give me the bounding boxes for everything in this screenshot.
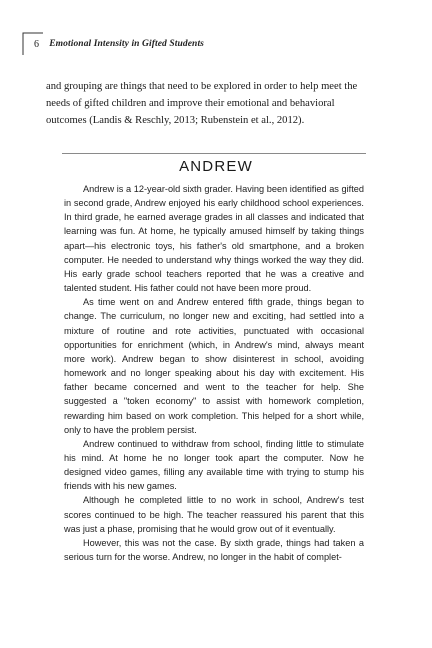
body-paragraph: Andrew is a 12-year-old sixth grader. Having been identified as gifted in second grade, Andrew enjoyed his early childhood school experiences. In third grade, he earned average grades in all classes and indicated that learning was fun. At home, he typically amused himself by taking things apart—his electronic toys, his father's old smartphone, and a broken computer. He needed to understand why things worked the way they did. His early grade school teachers reported that he was a creative and talented student. His father could not have been more proud. (64, 184, 364, 294)
section-heading: ANDREW (179, 158, 253, 175)
running-header (22, 34, 204, 54)
continuation-paragraph: and grouping are things that need to be explored in order to help meet the needs of gifted children and improve their emotional and behavioral outcomes (Landis & Reschly, 2013; Rubenstein et al., 2012). (46, 81, 358, 126)
section-divider (62, 153, 366, 154)
page-number: 6 (34, 38, 40, 50)
body-paragraph: However, this was not the case. By sixth grade, things had taken a serious turn for the worse. Andrew, no longer in the habit of complet- (64, 537, 364, 563)
running-title: Emotional Intensity in Gifted Students (49, 39, 204, 49)
body-paragraph: Although he completed little to no work in school, Andrew's test scores continued to be high. The teacher reassured his parent that this was just a phase, promising that he would grow out of it eventually. (64, 495, 364, 534)
body-paragraph: As time went on and Andrew entered fifth grade, things began to change. The curriculum, no longer new and exciting, had settled into a mixture of routine and rote activities, punctuated with occasional opportunities for enrichment (which, in Andrew's mind, always meant more work). Andrew began to show disinterest in school, avoiding homework and no longer speaking about his day with excitement. His father became concerned and went to the teacher for help. She suggested a "token economy" to assist with homework completion, rewarding him based on work completion. This helped for a short while, only to have the problem persist. (64, 297, 364, 435)
case-study-body (64, 182, 364, 564)
body-paragraph: Andrew continued to withdraw from school, finding little to stimulate his mind. At home he no longer took apart the computer. Now he designed video games, filling any available time with trying to stump his friends with his new games. (64, 438, 364, 492)
